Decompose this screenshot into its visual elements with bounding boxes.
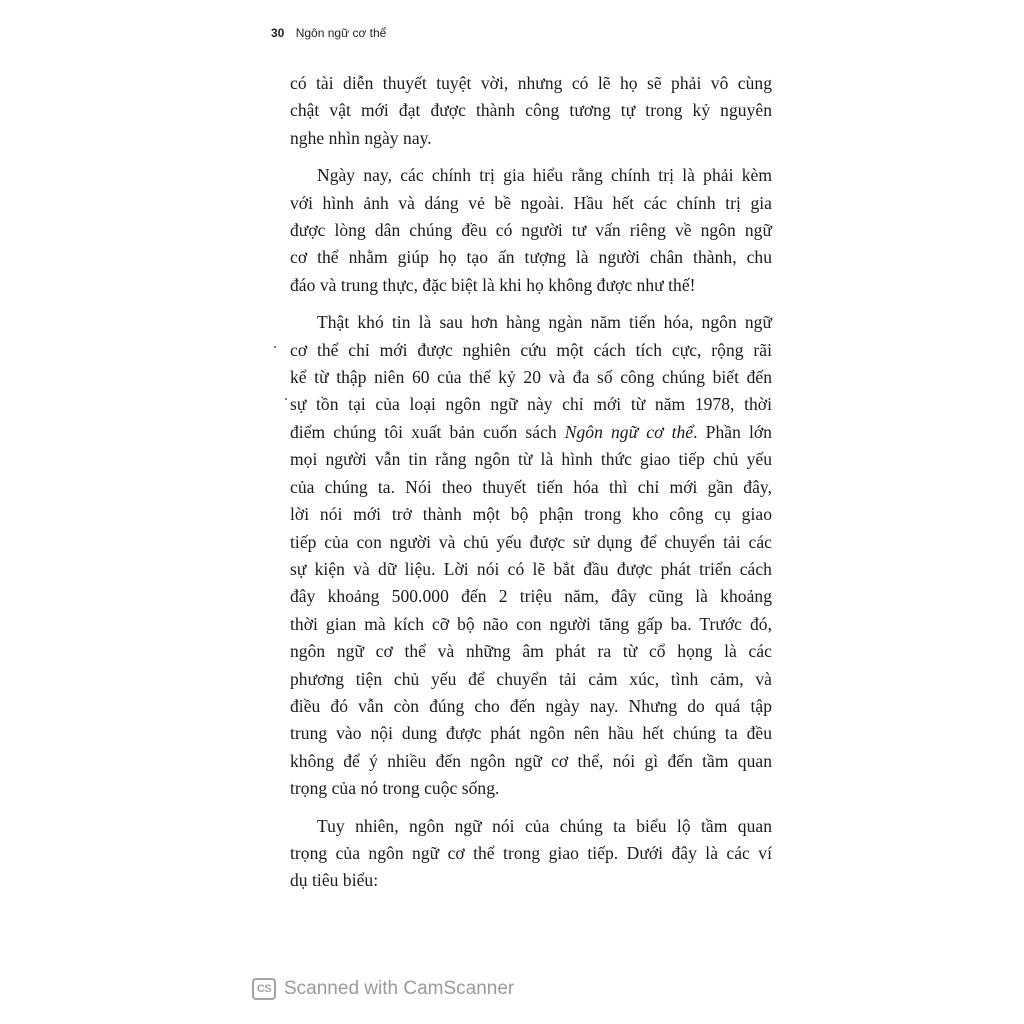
camscanner-logo-icon: CS bbox=[252, 978, 276, 1000]
text-line: kể từ thập niên 60 của thế kỷ 20 và đa số công chúng biết đến bbox=[290, 367, 772, 388]
scan-speck bbox=[285, 398, 287, 400]
text-line: của chúng ta. Nói theo thuyết tiến hóa thì chỉ mới gần đây, bbox=[290, 476, 772, 497]
text-line: điểm chúng tôi xuất bản cuốn sách Ngôn ngữ cơ thể. Phần lớn bbox=[290, 421, 772, 442]
body-text bbox=[290, 70, 772, 895]
text-line: dụ tiêu biểu: bbox=[290, 870, 379, 891]
text-line: không để ý nhiều đến ngôn ngữ cơ thể, nói gì đến tầm quan bbox=[290, 750, 772, 771]
text-line: mọi người vẫn tin rằng ngôn từ là hình thức giao tiếp chủ yếu bbox=[290, 449, 772, 470]
text-line: Thật khó tin là sau hơn hàng ngàn năm tiến hóa, ngôn ngữ bbox=[317, 312, 772, 333]
text-line: đáo và trung thực, đặc biệt là khi họ không được như thế! bbox=[290, 274, 696, 295]
text-line: trọng của ngôn ngữ cơ thể trong giao tiếp. Dưới đây là các ví bbox=[290, 842, 772, 863]
text-line: trung vào nội dung được phát ngôn nên hầu hết chúng ta đều bbox=[290, 723, 772, 744]
scan-speck bbox=[274, 346, 276, 348]
text-line: trọng của nó trong cuộc sống. bbox=[290, 778, 500, 799]
book-title-italic: Ngôn ngữ cơ thể bbox=[564, 421, 694, 442]
text-line: nghe nhìn ngày nay. bbox=[290, 127, 432, 148]
paragraph-2 bbox=[290, 162, 772, 299]
text-line: Ngày nay, các chính trị gia hiểu rằng chính trị là phải kèm bbox=[317, 165, 772, 186]
text-line: chật vật mới đạt được thành công tương tự trong kỷ nguyên bbox=[290, 100, 772, 121]
paragraph-4 bbox=[290, 813, 772, 895]
text-line: phương tiện chủ yếu để chuyển tải cảm xúc, tình cảm, và bbox=[290, 668, 772, 689]
text-line: đây khoảng 500.000 đến 2 triệu năm, đây cũng là khoảng bbox=[290, 586, 772, 607]
camscanner-watermark bbox=[252, 978, 514, 1000]
text-line: cơ thể chỉ mới được nghiên cứu một cách tích cực, rộng rãi bbox=[290, 339, 772, 360]
paragraph-3 bbox=[290, 309, 772, 802]
text-line: Tuy nhiên, ngôn ngữ nói của chúng ta biểu lộ tầm quan bbox=[317, 815, 772, 836]
text-line: sự tồn tại của loại ngôn ngữ này chỉ mới từ năm 1978, thời bbox=[290, 394, 772, 415]
text-line: tiếp của con người và chủ yếu được sử dụng để chuyển tải các bbox=[290, 531, 772, 552]
text-line: có tài diễn thuyết tuyệt vời, nhưng có lẽ họ sẽ phải vô cùng bbox=[290, 73, 772, 93]
running-head bbox=[271, 26, 386, 40]
paragraph-1 bbox=[290, 70, 772, 152]
text-line: với hình ảnh và dáng vẻ bề ngoài. Hầu hết các chính trị gia bbox=[290, 192, 772, 213]
text-line: lời nói mới trở thành một bộ phận trong kho công cụ giao bbox=[290, 504, 772, 525]
page-number: 30 bbox=[271, 26, 285, 40]
text-line: sự kiện và dữ liệu. Lời nói có lẽ bắt đầu được phát triển cách bbox=[290, 558, 772, 579]
scanner-text: Scanned with CamScanner bbox=[284, 978, 515, 999]
text-line: ngôn ngữ cơ thể và những âm phát ra từ cổ họng là các bbox=[290, 641, 772, 662]
text-line: thời gian mà kích cỡ bộ não con người tăng gấp ba. Trước đó, bbox=[290, 613, 772, 634]
chapter-title: Ngôn ngữ cơ thể bbox=[295, 26, 387, 40]
text-line: cơ thể nhằm giúp họ tạo ấn tượng là người chân thành, chu bbox=[290, 247, 772, 268]
text-line: điều đó vẫn còn đúng cho đến ngày nay. Nhưng do quá tập bbox=[290, 695, 772, 716]
text-line: được lòng dân chúng đều có người tư vấn riêng về ngôn ngữ bbox=[290, 220, 772, 241]
